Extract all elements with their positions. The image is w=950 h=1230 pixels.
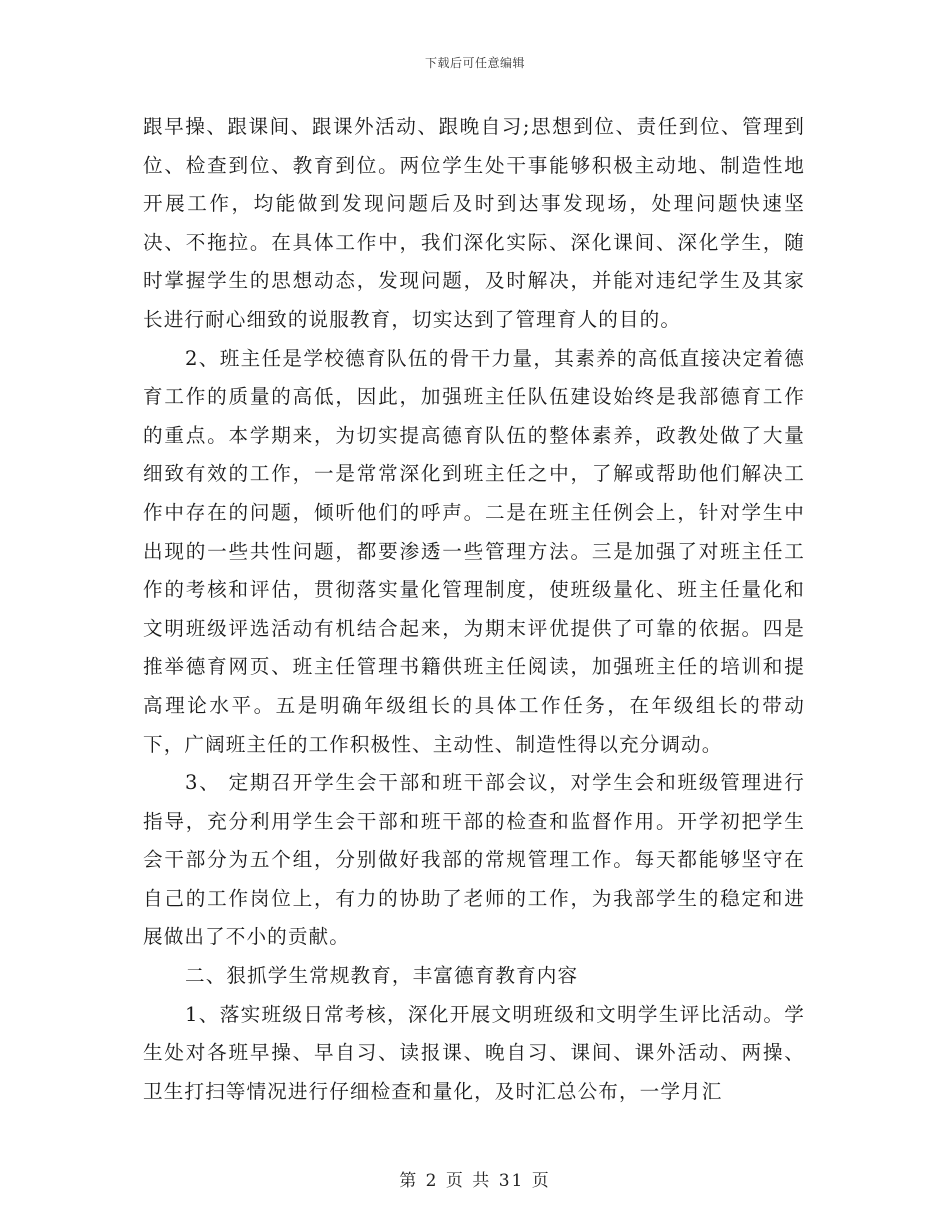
page-header-note: 下载后可任意编辑 xyxy=(424,56,525,70)
paragraph-student-union-meetings: 3、 定期召开学生会干部和班干部会议，对学生会和班级管理进行指导，充分利用学生会干部和班干部的检查和监督作用。开学初把学生会干部分为五个组，分别做好我部的常规管理工作。每天都能够坚守在自己的工作岗位上，有力的协助了老师的工作，为我部学生的稳定和进展做出了不小的贡献。 xyxy=(143,771,805,949)
paragraph-class-assessment: 1、落实班级日常考核，深化开展文明班级和文明学生评比活动。学生处对各班早操、早自习、读报课、晚自习、课间、课外活动、两操、卫生打扫等情况进行仔细检查和量化，及时汇总公布，一学月汇 xyxy=(143,1002,805,1103)
paragraph-duty-continuation: 跟早操、跟课间、跟课外活动、跟晚自习;思想到位、责任到位、管理到位、检查到位、教育到位。两位学生处干事能够积极主动地、制造性地开展工作，均能做到发现问题后及时到达事发现场，处理问题快速坚决、不拖拉。在具体工作中，我们深化实际、深化课间、深化学生，随时掌握学生的思想动态，发现问题，及时解决，并能对违纪学生及其家长进行耐心细致的说服教育，切实达到了管理育人的目的。 xyxy=(143,115,805,331)
document-body xyxy=(143,108,805,1111)
section-heading-routine-education: 二、狠抓学生常规教育，丰富德育教育内容 xyxy=(185,964,579,988)
paragraph-head-teacher-team: 2、班主任是学校德育队伍的骨干力量，其素养的高低直接决定着德育工作的质量的高低，因此，加强班主任队伍建设始终是我部德育工作的重点。本学期来，为切实提高德育队伍的整体素养，政教处做了大量细致有效的工作，一是常常深化到班主任之中，了解或帮助他们解决工作中存在的问题，倾听他们的呼声。二是在班主任例会上，针对学生中出现的一些共性问题，都要渗透一些管理方法。三是加强了对班主任工作的考核和评估，贯彻落实量化管理制度，使班级量化、班主任量化和文明班级评选活动有机结合起来，为期末评优提供了可靠的依据。四是推举德育网页、班主任管理书籍供班主任阅读，加强班主任的培训和提高理论水平。五是明确年级组长的具体工作任务，在年级组长的带动下，广阔班主任的工作积极性、主动性、制造性得以充分调动。 xyxy=(143,346,805,756)
page-number-footer: 第 2 页 共 31 页 xyxy=(399,1171,551,1191)
